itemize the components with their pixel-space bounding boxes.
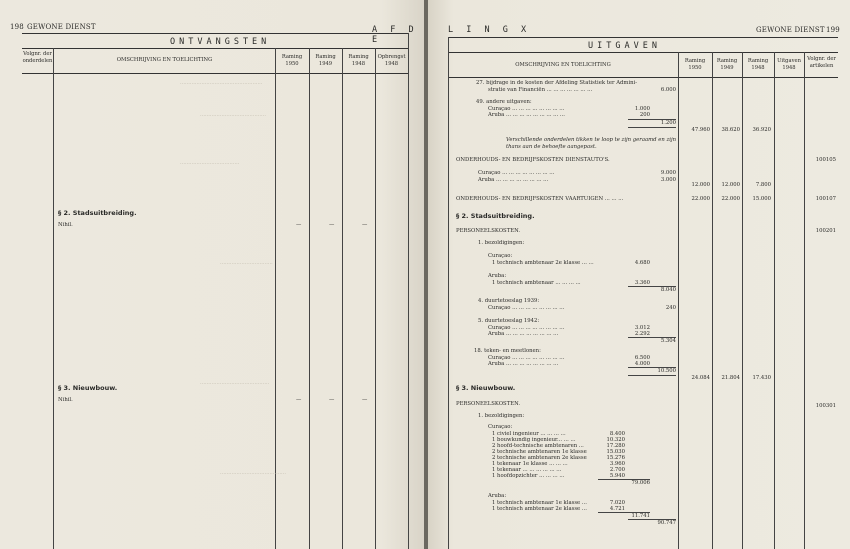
line-staff: 1 civiel ingenieur ... ... ... ... [492,431,566,437]
total-1948: 36.920 [752,127,771,133]
line-curacao: Curaçao ... ... ... ... ... ... ... ... [478,170,555,176]
right-section-title: UITGAVEN [588,41,661,51]
dash: — [296,222,302,228]
show-through-text: .......................................... [200,380,270,386]
col-volgnr: Volgnr. der artikelen [807,56,836,69]
line-staff: 2 technische ambtenaren 1e klasse [492,449,587,455]
line-aruba: Aruba ... ... ... ... ... ... ... ... [488,361,559,367]
value: 9.000 [660,170,676,176]
line-staff: 2 technische ambtenaren 2e klasse [492,455,587,461]
left-afdeling: A F D E [372,25,418,45]
line-staff: 1 technisch ambtenaar 2e klasse ... ... [492,260,594,266]
col-omschrijving: OMSCHRIJVING EN TOELICHTING [515,62,611,68]
dash: — [296,397,302,403]
col-omschrijving: OMSCHRIJVING EN TOELICHTING [116,57,213,63]
line-curacao: Curaçao ... ... ... ... ... ... ... ... [488,355,565,361]
value: 7.020 [609,500,625,506]
left-col-divider [342,48,343,549]
value: 6.500 [634,355,650,361]
right-rule-top [448,37,838,38]
left-col-divider [53,48,54,549]
line-bezoldigingen: 1. bezoldigingen: [478,240,525,246]
total-1949: 38.620 [721,127,740,133]
col-raming-1949: Raming 1949 [716,58,738,71]
line-staff: 1 tekenaar ... ... ... ... ... ... [492,467,562,473]
right-afdeling: L I N G X [448,25,531,35]
note-line: thans aan de behoefte aangepast. [506,144,597,150]
dash: — [329,397,335,403]
line-duurtetoeslag-1942: 5. duurtetoeslag 1942: [478,318,540,324]
total-1948: 7.800 [755,182,771,188]
left-section-3-note: Nihil. [58,397,73,403]
line-27: 27. bijdrage in de kosten der Afdeling Statistiek ter Admini- [476,80,638,86]
show-through-text: .................................... [180,160,240,166]
dash: — [362,222,368,228]
line-curacao: Curaçao ... ... ... ... ... ... ... ... [488,305,565,311]
left-page [0,0,424,549]
value: 240 [665,305,676,311]
left-section-3-heading: § 3. Nieuwbouw. [58,384,118,392]
left-col-divider [408,33,409,549]
value: 79.006 [631,480,650,486]
value: 90.747 [657,520,676,526]
line-49-aruba: Aruba ... ... ... ... ... ... ... ... ... [488,112,565,118]
artikel-nr: 100201 [815,228,836,234]
value: 5.304 [660,338,676,344]
left-rule-colhead [22,73,408,74]
left-page-number: 198 [10,23,24,31]
heading-vaartuigen: ONDERHOUDS- EN BEDRIJFSKOSTEN VAARTUIGEN ... ... ... [456,196,624,202]
sum-line [628,127,676,128]
right-col-divider [804,52,805,549]
heading-dienstautos: ONDERHOUDS- EN BEDRIJFSKOSTEN DIENSTAUTO'S. [456,157,610,163]
left-col-divider [309,48,310,549]
line-aruba: Aruba: [488,273,507,279]
value: 15.030 [606,449,625,455]
left-col-divider [375,48,376,549]
line-teken-meetlonen: 18. teken- en meetlonen: [474,348,541,354]
line-staff: 1 hoofdopzichter ... ... ... ... [492,473,565,479]
total-1949: 22.000 [721,196,740,202]
value: 4.000 [634,361,650,367]
sum-line [628,375,676,376]
line-aruba: Aruba ... ... ... ... ... ... ... ... [478,177,549,183]
heading-personeelskosten: PERSONEELSKOSTEN. [456,401,521,407]
col-raming-1948: Raming 1948 [747,58,769,71]
total-1949: 21.804 [721,375,740,381]
right-col-divider [774,52,775,549]
artikel-nr: 100301 [815,403,836,409]
line-curacao: Curaçao: [488,424,513,430]
value: 11.741 [631,513,650,519]
total-1950: 24.084 [691,375,710,381]
value: 6.000 [660,87,676,93]
col-raming-1948: Raming 1948 [348,54,369,67]
col-raming-1950: Raming 1950 [684,58,706,71]
left-section-title: ONTVANGSTEN [170,37,271,47]
left-running-head: GEWONE DIENST [27,23,96,31]
value: 17.280 [606,443,625,449]
value: 10.320 [606,437,625,443]
value: 2.700 [609,467,625,473]
left-rule-head [22,48,408,49]
line-staff: 1 tekenaar 1e klasse ... ... ... [492,461,568,467]
line-49-curacao: Curaçao ... ... ... ... ... ... ... ... [488,106,565,112]
value: 5.940 [609,473,625,479]
value: 3.012 [634,325,650,331]
value: 3.960 [609,461,625,467]
col-opbrengst-1948: Opbrengst 1948 [377,54,406,67]
value: 4.680 [634,260,650,266]
section-3-heading: § 3. Nieuwbouw. [456,384,516,392]
left-section-2-note: Nihil. [58,222,73,228]
artikel-nr: 100107 [815,196,836,202]
right-page [428,0,850,549]
value: 15.276 [606,455,625,461]
value: 2.292 [634,331,650,337]
total-1950: 12.000 [691,182,710,188]
col-raming-1949: Raming 1949 [315,54,336,67]
line-staff: 1 technisch ambtenaar ... ... ... ... [492,280,581,286]
line-27b: stratie van Financiën ... ... ... ... ... ... ... [488,87,593,93]
line-aruba: Aruba: [488,493,507,499]
total-1950: 22.000 [691,196,710,202]
right-page-number: 199 [826,26,840,34]
line-49: 49. andere uitgaven: [476,99,532,105]
right-col-divider [678,52,679,549]
line-bezoldigingen: 1. bezoldigingen: [478,413,525,419]
total-1949: 12.000 [721,182,740,188]
right-rule-head [448,52,838,53]
value: 4.721 [609,506,625,512]
value: 3.360 [634,280,650,286]
left-section-2-heading: § 2. Stadsuitbreiding. [58,209,137,217]
col-raming-1950: Raming 1950 [281,54,303,67]
total-1948: 15.000 [752,196,771,202]
value: 10.500 [657,368,676,374]
line-staff: 1 bouwkundig ingenieur... ... ... [492,437,576,443]
show-through-text: ................................ [220,260,273,266]
heading-personeelskosten: PERSONEELSKOSTEN. [456,228,521,234]
left-rule-top [22,33,408,34]
note-line: Verschillende onderdelen tikken te loop te zijn geraamd en zijn [506,137,677,143]
show-through-text: ........................................ [220,470,286,476]
line-curacao: Curaçao ... ... ... ... ... ... ... ... [488,325,565,331]
col-uitgaven-1948: Uitgaven 1948 [777,58,801,71]
dash: — [329,222,335,228]
dash: — [362,397,368,403]
line-staff: 2 hoofd-technische ambtenaren ... [492,443,584,449]
line-staff: 1 technisch ambtenaar 1e klasse ... [492,500,587,506]
value: 8.040 [660,287,676,293]
value: 200 [639,112,650,118]
line-duurtetoeslag-1939: 4. duurtetoeslag 1939: [478,298,540,304]
show-through-text: .................................................. [180,80,263,86]
show-through-text: ........................................ [200,112,266,118]
value: 1.000 [634,106,650,112]
total-1950: 47.960 [691,127,710,133]
line-aruba: Aruba ... ... ... ... ... ... ... ... [488,331,559,337]
value: 1.200 [660,120,676,126]
right-running-head: GEWONE DIENST [756,26,825,34]
right-col-divider [448,37,449,549]
line-staff: 1 technisch ambtenaar 2e klasse ... [492,506,587,512]
artikel-nr: 100105 [815,157,836,163]
col-volgnr: Volgnr. der onderdelen [22,51,53,64]
section-2-heading: § 2. Stadsuitbreiding. [456,212,535,220]
total-1948: 17.430 [752,375,771,381]
right-rule-colhead [448,77,838,78]
line-curacao: Curaçao: [488,253,513,259]
value: 3.000 [660,177,676,183]
value: 8.400 [609,431,625,437]
